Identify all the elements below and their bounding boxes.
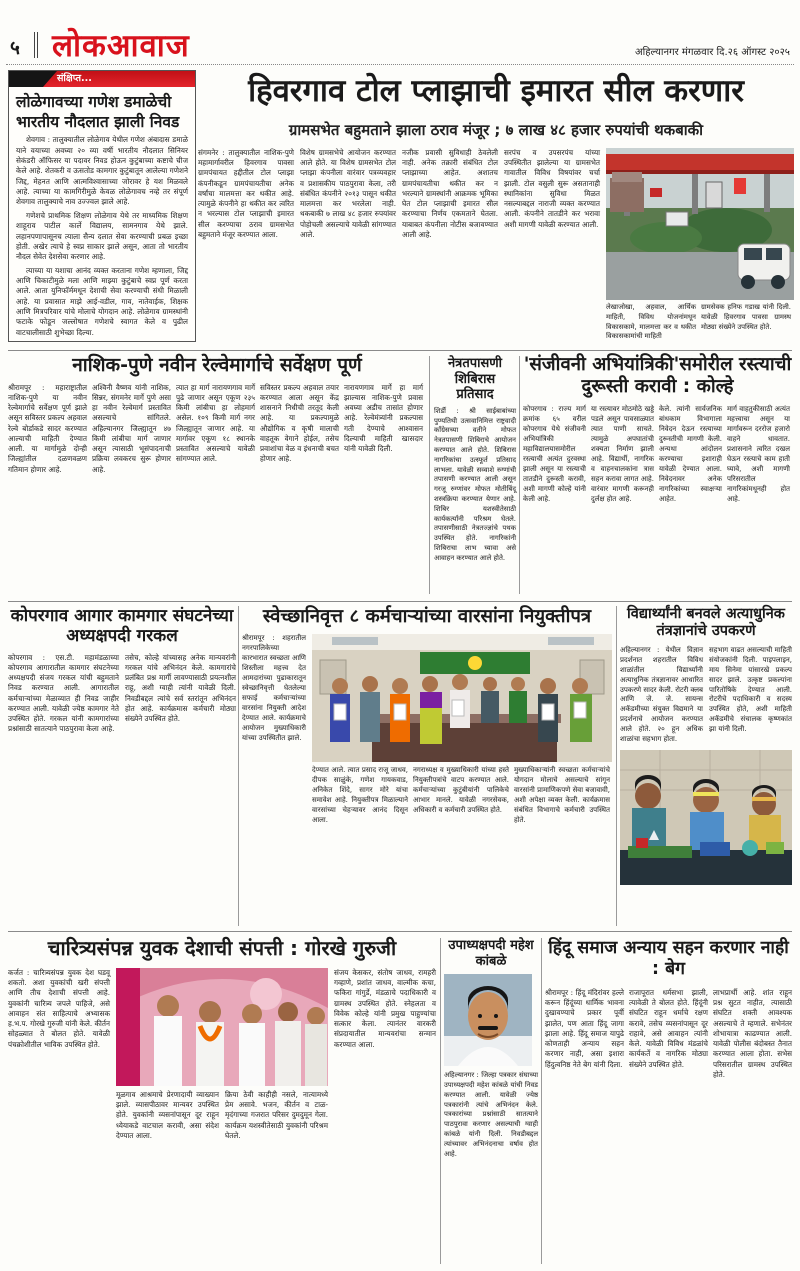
body-column: श्रीरामपूर : महाराष्ट्रातील नाशिक-पुणे या नवीन रेल्वेमार्गाचे सर्वेक्षण पूर्ण झाले असून सविस्तर प्रकल्प अहवाल रेल्वे बोर्डाकडे सादर करण्यात आल्याची माहिती देण्यात आली. या मार्गामुळे दोन्ही जिल्ह्यांतील दळणवळण गतिमान होणार आहे. — [8, 382, 87, 474]
body-column: अश्विनी वैष्णव यांनी नाशिक, सिन्नर, संगमनेर मार्गे पुणे असा हा नवीन रेल्वेमार्ग प्रस्तावित असल्याचे सांगितले. अहिल्यानगर जिल्ह्यातून ४७ किमी लांबीचा मार्ग जाणार असून त्यासाठी भूसंपादनाची प्रक्रिया लवकरच सुरू होणार आहे. — [92, 382, 171, 474]
article-headline: विद्यार्थ्यांनी बनवले अत्याधुनिक तंत्रज्ञानांचे उपकरणे — [627, 606, 785, 640]
body-column: क्रिया ठेवी काहीही नसले, नात्यामध्ये प्रेम असावे. भजन, कीर्तन व टाळ-मृदंगाच्या गजरात परिसर दुमदुमून गेला. कार्यक्रम यशस्वीतेसाठी युवकांनी परिश्रम घेतले. — [225, 1090, 328, 1140]
body-column: तसेच, कोल्हे यांच्यासह अनेक मान्यवरांनी गरकल यांचे अभिनंदन केले. कामगारांचे प्रलंबित प्रश्न मार्गी लावण्यासाठी प्रयत्नशील राहू, अशी ग्वाही त्यांनी यावेळी दिली. निवडीबद्दल त्यांचे सर्व स्तरांतून अभिनंदन होत आहे. कार्यक्रमास कर्मचारी मोठ्या संख्येने उपस्थित होते. — [125, 652, 236, 724]
body-column: सरपंच व उपसरपंच यांच्या उपस्थितीत झालेल्या या ग्रामसभेत गावातील विविध विषयांवर चर्चा झाली. टोल वसुली सुरू असतानाही स्थानिकांना सुविधा मिळत नसल्याबद्दल नाराजी व्यक्त करण्यात आली. कंपनीने तातडीने कर भरावा अशी मागणी यावेळी करण्यात आली. — [504, 148, 600, 229]
brief-tag: संक्षिप्त... — [57, 73, 92, 84]
column-rule — [616, 606, 617, 926]
union-article — [8, 606, 236, 735]
section-rule — [8, 601, 792, 602]
article-body — [523, 405, 792, 504]
body-column: कर्जत : चारित्र्यसंपन्न युवक देश घडवू शकतो. अशा युवकांची खरी संपत्ती आणि तीच देशाची संपत्ती आहे. युवकांनी चारित्र्य जपले पाहिजे, असे आवाहन संत साहित्याचे अभ्यासक ह.भ.प. गोरखे गुरुजी यांनी केले. कीर्तन सोहळ्यात ते बोलत होते. यावेळी पंचक्रोशीतील भाविक उपस्थित होते. — [8, 968, 110, 1049]
column-rule — [238, 606, 239, 926]
science-exhibition-photo — [620, 750, 792, 885]
article-body — [242, 634, 612, 826]
body-column: नगराध्यक्ष व मुख्याधिकारी यांच्या हस्ते नियुक्तीपत्रांचे वाटप करण्यात आले. कर्मचाऱ्यांच्या कुटुंबीयांनी पालिकेचे आभार मानले. यावेळी नगरसेवक, अधिकारी व कर्मचारी उपस्थित होते. — [413, 766, 509, 814]
lead-subheadline: ग्रामसभेत बहुमताने झाला ठराव मंजूर ; ७ लाख ४८ हजार रुपयांची थकबाकी — [288, 121, 704, 139]
header-rule — [6, 64, 794, 65]
mahesh-kamble-portrait-photo — [444, 974, 532, 1066]
page-number: ५ — [10, 37, 20, 59]
toll-plaza-photo — [606, 148, 794, 300]
body-column: लेखाजोखा, अहवाल, आर्थिक माहिती, विविध योजनांमधून विकासकामे, मालमत्ता कर व थकीत विकासकामांची माहिती — [606, 303, 696, 341]
kamble-article — [444, 938, 538, 1159]
body-column: ग्रामसेवक हनिफ गडाख यांनी दिली. यावेळी हिवरगाव पावसा ग्रामस्थ मोठ्या संख्येने उपस्थित होते. — [701, 303, 791, 331]
photo-below-text — [116, 1090, 328, 1141]
article-body — [8, 653, 236, 735]
body-column: सविस्तर प्रकल्प अहवाल तयार करण्यात आला असून केंद्र शासनाने निधीची तरतूद केली आहे. या प्रकल्पामुळे औद्योगिक व कृषी मालाची वाहतूक वेगाने होईल, तसेच प्रवाशांचा वेळ व इंधनाची बचत होणार आहे. — [260, 382, 339, 464]
body-column: अहिल्यानगर : जिल्हा पत्रकार संघाच्या उपाध्यक्षपदी महेश कांबळे यांची निवड करण्यात आली. यावेळी ज्येष्ठ पत्रकारांनी त्यांचे अभिनंदन केले. पत्रकारांच्या प्रश्नांसाठी सातत्याने पाठपुरावा करणार असल्याची ग्वाही कांबळे यांनी दिली. निवडीबद्दल त्यांच्यावर अभिनंदनाचा वर्षाव होत आहे. — [444, 1071, 538, 1158]
lead-photo-column — [606, 148, 794, 342]
lead-article-body — [198, 148, 794, 342]
students-article — [620, 606, 792, 885]
section-rule — [8, 931, 792, 932]
appointment-article — [242, 606, 612, 826]
body-column: श्रीरामपूर : शहरातील नगरपालिकेच्या कारभारात स्वच्छता आणि शिस्तीला महत्त्व देत आमदारांच्या पुढाकारातून स्वेच्छानिवृत्ती घेतलेल्या सफाई कर्मचाऱ्यांच्या वारसांना नियुक्ती आदेश देण्यात आले. कार्यक्रमाचे आयोजन मुख्याधिकारी यांच्या उपस्थितीत झाले. — [242, 634, 306, 742]
column-rule — [541, 938, 542, 1264]
article-headline: हिंदू समाज अन्याय सहन करणार नाही : बेग — [548, 938, 789, 979]
column-rule — [519, 356, 520, 594]
article-headline: नाशिक-पुणे नवीन रेल्वेमार्गाचे सर्वेक्षण पूर्ण — [72, 354, 362, 376]
brief-paragraph: त्याच्या या यशाचा आनंद व्यक्त करताना गणेश म्हणाला, जिद्द आणि चिकाटीमुळे मला आणि माझ्या कुटुंबाचे स्वप्न पूर्ण करता आले. आता युनिफॉर्ममधून देशाची सेवा करण्याची संधी मिळाली आहे. या प्रवासात माझे आई-वडील, गाव, नातेवाईक, शिक्षक आणि मित्रपरिवार यांचे मोलाचे योगदान आहे. लोळेगाव ग्रामस्थांनी फटाके फोडून जल्लोषात गणेशचे स्वागत केले व पुढील वाटचालीसाठी शुभेच्छा दिल्या. — [16, 265, 188, 337]
photo-below-text — [312, 766, 612, 826]
body-column: राजापूरात धर्मसभा झाली, त्यावेळी ते बोलत होते. हिंदूंनी संघटित राहून धर्माचे रक्षण करावे, तसेच व्यसनांपासून दूर राहावे, असे आवाहन त्यांनी केले. यावेळी विविध मंडळांचे कार्यकर्ते व नागरिक मोठ्या संख्येने उपस्थित होते. — [629, 988, 708, 1069]
masthead-divider — [34, 32, 38, 58]
gorakhe-article — [8, 936, 436, 1141]
body-column: मार्ग वाहतुकीसाठी अत्यंत महत्त्वाचा असून या मार्गावरून दररोज हजारो वाहने धावतात. प्रशासनाने त्वरित दखल घेऊन रस्त्याचे काम हाती घ्यावे, अशी मागणी परिसरातील नागरिकांमधूनही होत आहे. — [727, 405, 790, 503]
body-column: संगमनेर : तालुक्यातील नाशिक-पुणे महामार्गावरील हिवरगाव पावसा ग्रामपंचायत हद्दीतील टोल प्लाझा कंपनीकडून ग्रामपंचायतीचा अनेक वर्षांचा मालमत्ता कर थकीत आहे. त्यामुळे कंपनीने हा थकीत कर त्वरित न भरल्यास टोल प्लाझाची इमारत सील करण्याचा ठराव ग्रामसभेत बहुमताने मंजूर करण्यात आला. — [198, 148, 294, 239]
railway-article — [8, 354, 426, 475]
body-column: कोपरगाव : राज्य मार्ग क्रमांक ६५ वरील कोपरगाव येथे संजीवनी अभियांत्रिकी महाविद्यालयासमोरील रस्त्याची अत्यंत दुरवस्था झाली असून या रस्त्याची तातडीने दुरूस्ती करावी, अशी मागणी कोल्हे यांनी केली आहे. — [523, 405, 586, 503]
article-body — [8, 383, 426, 475]
sanjivani-article — [523, 354, 792, 505]
eyecamp-article — [434, 356, 516, 564]
column-rule — [429, 356, 430, 594]
brief-headline: लोळेगावच्या गणेश डमाळेची भारतीय नौदलात झाली निवड — [16, 93, 180, 132]
body-column: सहभाग वाढत असल्याची माहिती संयोजकांनी दिली. पाइपलाइन, माय सिनेमा यांसारखे प्रकल्प सादर झाले. उत्कृष्ट प्रकल्पांना पारितोषिके देण्यात आली. रोटरीचे पदाधिकारी व सदस्य उपस्थित होते, अशी माहिती अकॅडमीचे संचालक कृष्णकांत झा यांनी दिली. — [709, 645, 792, 734]
body-column: नजीक प्रवासी सुविधाही ठेवलेली नाही. अनेक तक्रारी संबंधित टोल प्लाझाच्या आहेत. अशातच ग्रामपंचायतीचा थकीत कर न भरल्याने ग्रामस्थांनी आक्रमक भूमिका घेत टोल प्लाझाची इमारत सील करण्याचा निर्णय एकमताने घेतला. याबाबत कंपनीला नोटीस बजावण्यात आली आहे. — [402, 148, 498, 239]
body-column: विशेष ग्रामसभेचे आयोजन करण्यात आले होते. या विशेष ग्रामसभेत टोल प्लाझा कंपनीला वारंवार पत्रव्यवहार व प्रशासकीय पाठपुरावा केला, तरी संबंधित कंपनीने २०१३ पासून थकीत मालमत्ता कर भरलेला नाही. थकबाकी ७ लाख ४८ हजार रुपयांवर पोहोचली असल्याचे यावेळी सांगण्यात आले. — [300, 148, 396, 239]
article-body — [545, 988, 792, 1080]
body-column: त्यात हा मार्ग नारायणगाव मार्गे पुढे जाणार असून एकूण २३५ किमी लांबीचा हा लोहमार्ग असेल. १०९ किमी मार्ग नगर जिल्ह्यातून जाणार आहे. या मार्गावर एकूण १८ स्थानके प्रस्तावित असल्याचे यावेळी सांगण्यात आले. — [176, 382, 255, 464]
article-headline: कोपरगाव आगार कामगार संघटनेच्या अध्यक्षपदी गरकल — [10, 606, 234, 647]
article-headline: नेत्रतपासणी शिबिरास प्रतिसाद — [447, 356, 503, 403]
body-column: नारायणगाव मार्गे हा मार्ग झाल्यास नाशिक-पुणे प्रवास अवघ्या अडीच तासांत होणार आहे. रेल्वेमंत्र्यांनी प्रकल्पास गती देण्याचे आश्वासन दिल्याची माहिती खासदार यांनी यावेळी दिली. — [344, 382, 423, 454]
hindu-article — [545, 938, 792, 1080]
lead-headline: हिवरगाव टोल प्लाझाची इमारत सील करणार — [248, 73, 744, 109]
body-column: या रस्त्यावर मोठमोठे खड्डे पडले असून पावसाळ्यात त्यात पाणी साचते. त्यामुळे अपघातांची शक्यता निर्माण झाली आहे. विद्यार्थी, नागरिक व वाहनचालकांना त्रास सहन करावा लागत आहे. वारंवार मागणी करूनही दुर्लक्ष होत आहे. — [591, 405, 654, 503]
section-rule — [8, 350, 792, 351]
body-column: अहिल्यानगर : येथील विज्ञान प्रदर्शनात शहरातील विविध शाळांतील विद्यार्थ्यांनी अत्याधुनिक तंत्रज्ञानावर आधारित उपकरणे सादर केली. रोटरी क्लब आणि जे. जे. सायन्स अकॅडमीच्या संयुक्त विद्यमाने या प्रदर्शनाचे आयोजन करण्यात आले होते. २० हून अधिक शाळांचा सहभाग होता. — [620, 645, 703, 744]
body-column: कोपरगाव : एस.टी. महामंडळाच्या कोपरगाव आगारातील कामगार संघटनेच्या अध्यक्षपदी संजय गरकल यांची बहुमताने निवड करण्यात आली. आगारातील कर्मचाऱ्यांच्या मेळाव्यात ही निवड जाहीर करण्यात आली. यावेळी ज्येष्ठ कामगार नेते उपस्थित होते. गरकल यांनी कामगारांच्या प्रश्नांसाठी सातत्याने पाठपुरावा केला आहे. — [8, 652, 119, 734]
body-column: श्रीरामपूर : हिंदू मंदिरांवर हल्ले करून हिंदूंच्या धार्मिक भावना दुखावण्याचे प्रकार पूर्वी झालेत, पण आता हिंदू जागा झाला आहे. हिंदू समाज यापुढे कोणताही अन्याय सहन करणार नाही, असा इशारा हिंदुत्वनिष्ठ नेते बेग यांनी दिला. — [545, 988, 624, 1069]
body-column: लाभप्रार्थी आहे. शांत राहून प्रश्न सुटत नाहीत, त्यासाठी संघटित शक्ती आवश्यक असल्याचे ते म्हणाले. सभेनंतर शोभायात्रा काढण्यात आली. यावेळी पोलीस बंदोबस्त तैनात करण्यात आला होता. सभेस परिसरातील ग्रामस्थ उपस्थित होते. — [713, 988, 792, 1079]
photo-below-text — [606, 303, 794, 342]
edition-dateline: अहिल्यानगर मंगळवार दि.२६ ऑगस्ट २०२५ — [634, 47, 790, 58]
article-body — [620, 646, 792, 745]
article-headline: 'संजीवनी अभियांत्रिकी'समोरील रस्त्याची दुरूस्ती करावी : कोल्हे — [523, 354, 792, 398]
body-column: शिर्डी : श्री साईबाबांच्या पुण्यतिथी उत्सवानिमित्त राष्ट्रवादी काँग्रेसच्या वतीने मोफत नेत्रतपासणी शिबिराचे आयोजन करण्यात आले होते. शिबिरास नागरिकांचा उत्स्फूर्त प्रतिसाद लाभला. यावेळी सव्वाशे रुग्णांची तपासणी करण्यात आली असून गरजू रुग्णांवर मोफत मोतीबिंदू शस्त्रक्रिया करण्यात येणार आहे. शिबिर यशस्वीतेसाठी कार्यकर्त्यांनी परिश्रम घेतले. तपासणीसाठी नेत्रतज्ज्ञांचे पथक उपस्थित होते. नागरिकांनी शिबिराचा लाभ घ्यावा असे आवाहन करण्यात आले होते. — [434, 406, 516, 562]
felicitation-photo — [116, 968, 328, 1086]
brief-box — [8, 70, 196, 342]
appointment-photo-block — [312, 634, 612, 826]
column-rule — [440, 938, 441, 1264]
article-headline: चारित्र्यसंपन्न युवक देशाची संपत्ती : गोरखे गुरुजी — [47, 936, 397, 960]
body-column: मुख्याधिकाऱ्यांनी स्वच्छता कर्मचाऱ्यांचे योगदान मोलाचे असल्याचे सांगून वारसांनी प्रामाणिकपणे सेवा बजावावी, अशी अपेक्षा व्यक्त केली. कार्यक्रमास संबंधित विभागाचे कर्मचारी उपस्थित होते. — [514, 766, 610, 824]
gorakhe-photo-block — [116, 968, 328, 1141]
body-column: केले. त्यांनी सार्वजनिक बांधकाम विभागाला निवेदन देऊन रस्त्याच्या दुरूस्तीची मागणी केली. अन्यथा आंदोलन करण्याचा इशाराही यावेळी देण्यात आला. निवेदनावर अनेक नागरिकांच्या स्वाक्षऱ्या आहेत. — [659, 405, 722, 503]
masthead-title: लोकआवाज — [52, 28, 190, 64]
body-column: देण्यात आले. त्यात प्रसाद राजू जाधव, दीपक साळुंके, गणेश गायकवाड, अनिकेत शिंदे, सागर मोरे यांचा समावेश आहे. नियुक्तीपत्र मिळाल्याने वारसांच्या चेहऱ्यावर आनंद दिसून आला. — [312, 766, 408, 824]
brief-tag-strip — [9, 71, 195, 87]
brief-paragraph: गणेशचे प्राथमिक शिक्षण लोळेगाव येथे तर माध्यमिक शिक्षण शाहूराव पाटील कार्ले विद्यालय, सामनगाव येथे झाले. लहानपणापासूनच त्याला सैन्य दलात सेवा करण्याची प्रबळ इच्छा होती. अखेर त्याचे हे स्वप्न साकार झाले असून, आता तो भारतीय नौदल सेवेत देशसेवा करणार आहे. — [16, 210, 188, 262]
brief-paragraph: शेवगाव : तालुक्यातील लोळेगाव येथील गणेश अंबादास डमाळे याने वयाच्या अवघ्या २० व्या वर्षी भारतीय नौदलात सिनियर सेकंडरी ऑफिसर या पदावर निवड होऊन कुटुंबाच्या कष्टाचे चीज केले आहे. शेतकरी व ऊसतोड कामगार कुटुंबातून आलेल्या गणेशने जिद्द, मेहनत आणि आत्मविश्वासाच्या जोरावर हे यश मिळवले आहे. त्याच्या या कामगिरीमुळे केवळ लोळेगावच नव्हे तर संपूर्ण शेवगाव तालुक्याचे नाव उज्ज्वल झाले आहे. — [16, 135, 188, 207]
body-column: मूळगाव आश्रमाचे प्रेरणादायी व्याख्यान झाले. व्यासपीठावर मान्यवर उपस्थित होते. युवकांनी व्यसनांपासून दूर राहून ध्येयाकडे वाटचाल करावी, असा संदेश देण्यात आला. — [116, 1090, 219, 1140]
article-headline: उपाध्यक्षपदी महेश कांबळे — [448, 938, 534, 969]
body-column: संजय केसकर, संतोष जाधव, रामहरी गव्हाणे, प्रशांत जाधव, वाल्मीक कचा, फकिरा गांगुर्डे, मंडळाचे पदाधिकारी व ग्रामस्थ उपस्थित होते. स्नेहलता व विवेक कोल्हे यांनी प्रमुख पाहुण्यांचा सत्कार केला. त्यानंतर वारकरी संप्रदायातील मान्यवरांचा सन्मान करण्यात आला. — [334, 968, 436, 1049]
article-body — [8, 968, 436, 1141]
article-headline: स्वेच्छानिवृत्त ८ कर्मचाऱ्यांच्या वारसांना नियुक्तीपत्र — [262, 606, 592, 627]
appointment-ceremony-photo — [312, 634, 612, 762]
